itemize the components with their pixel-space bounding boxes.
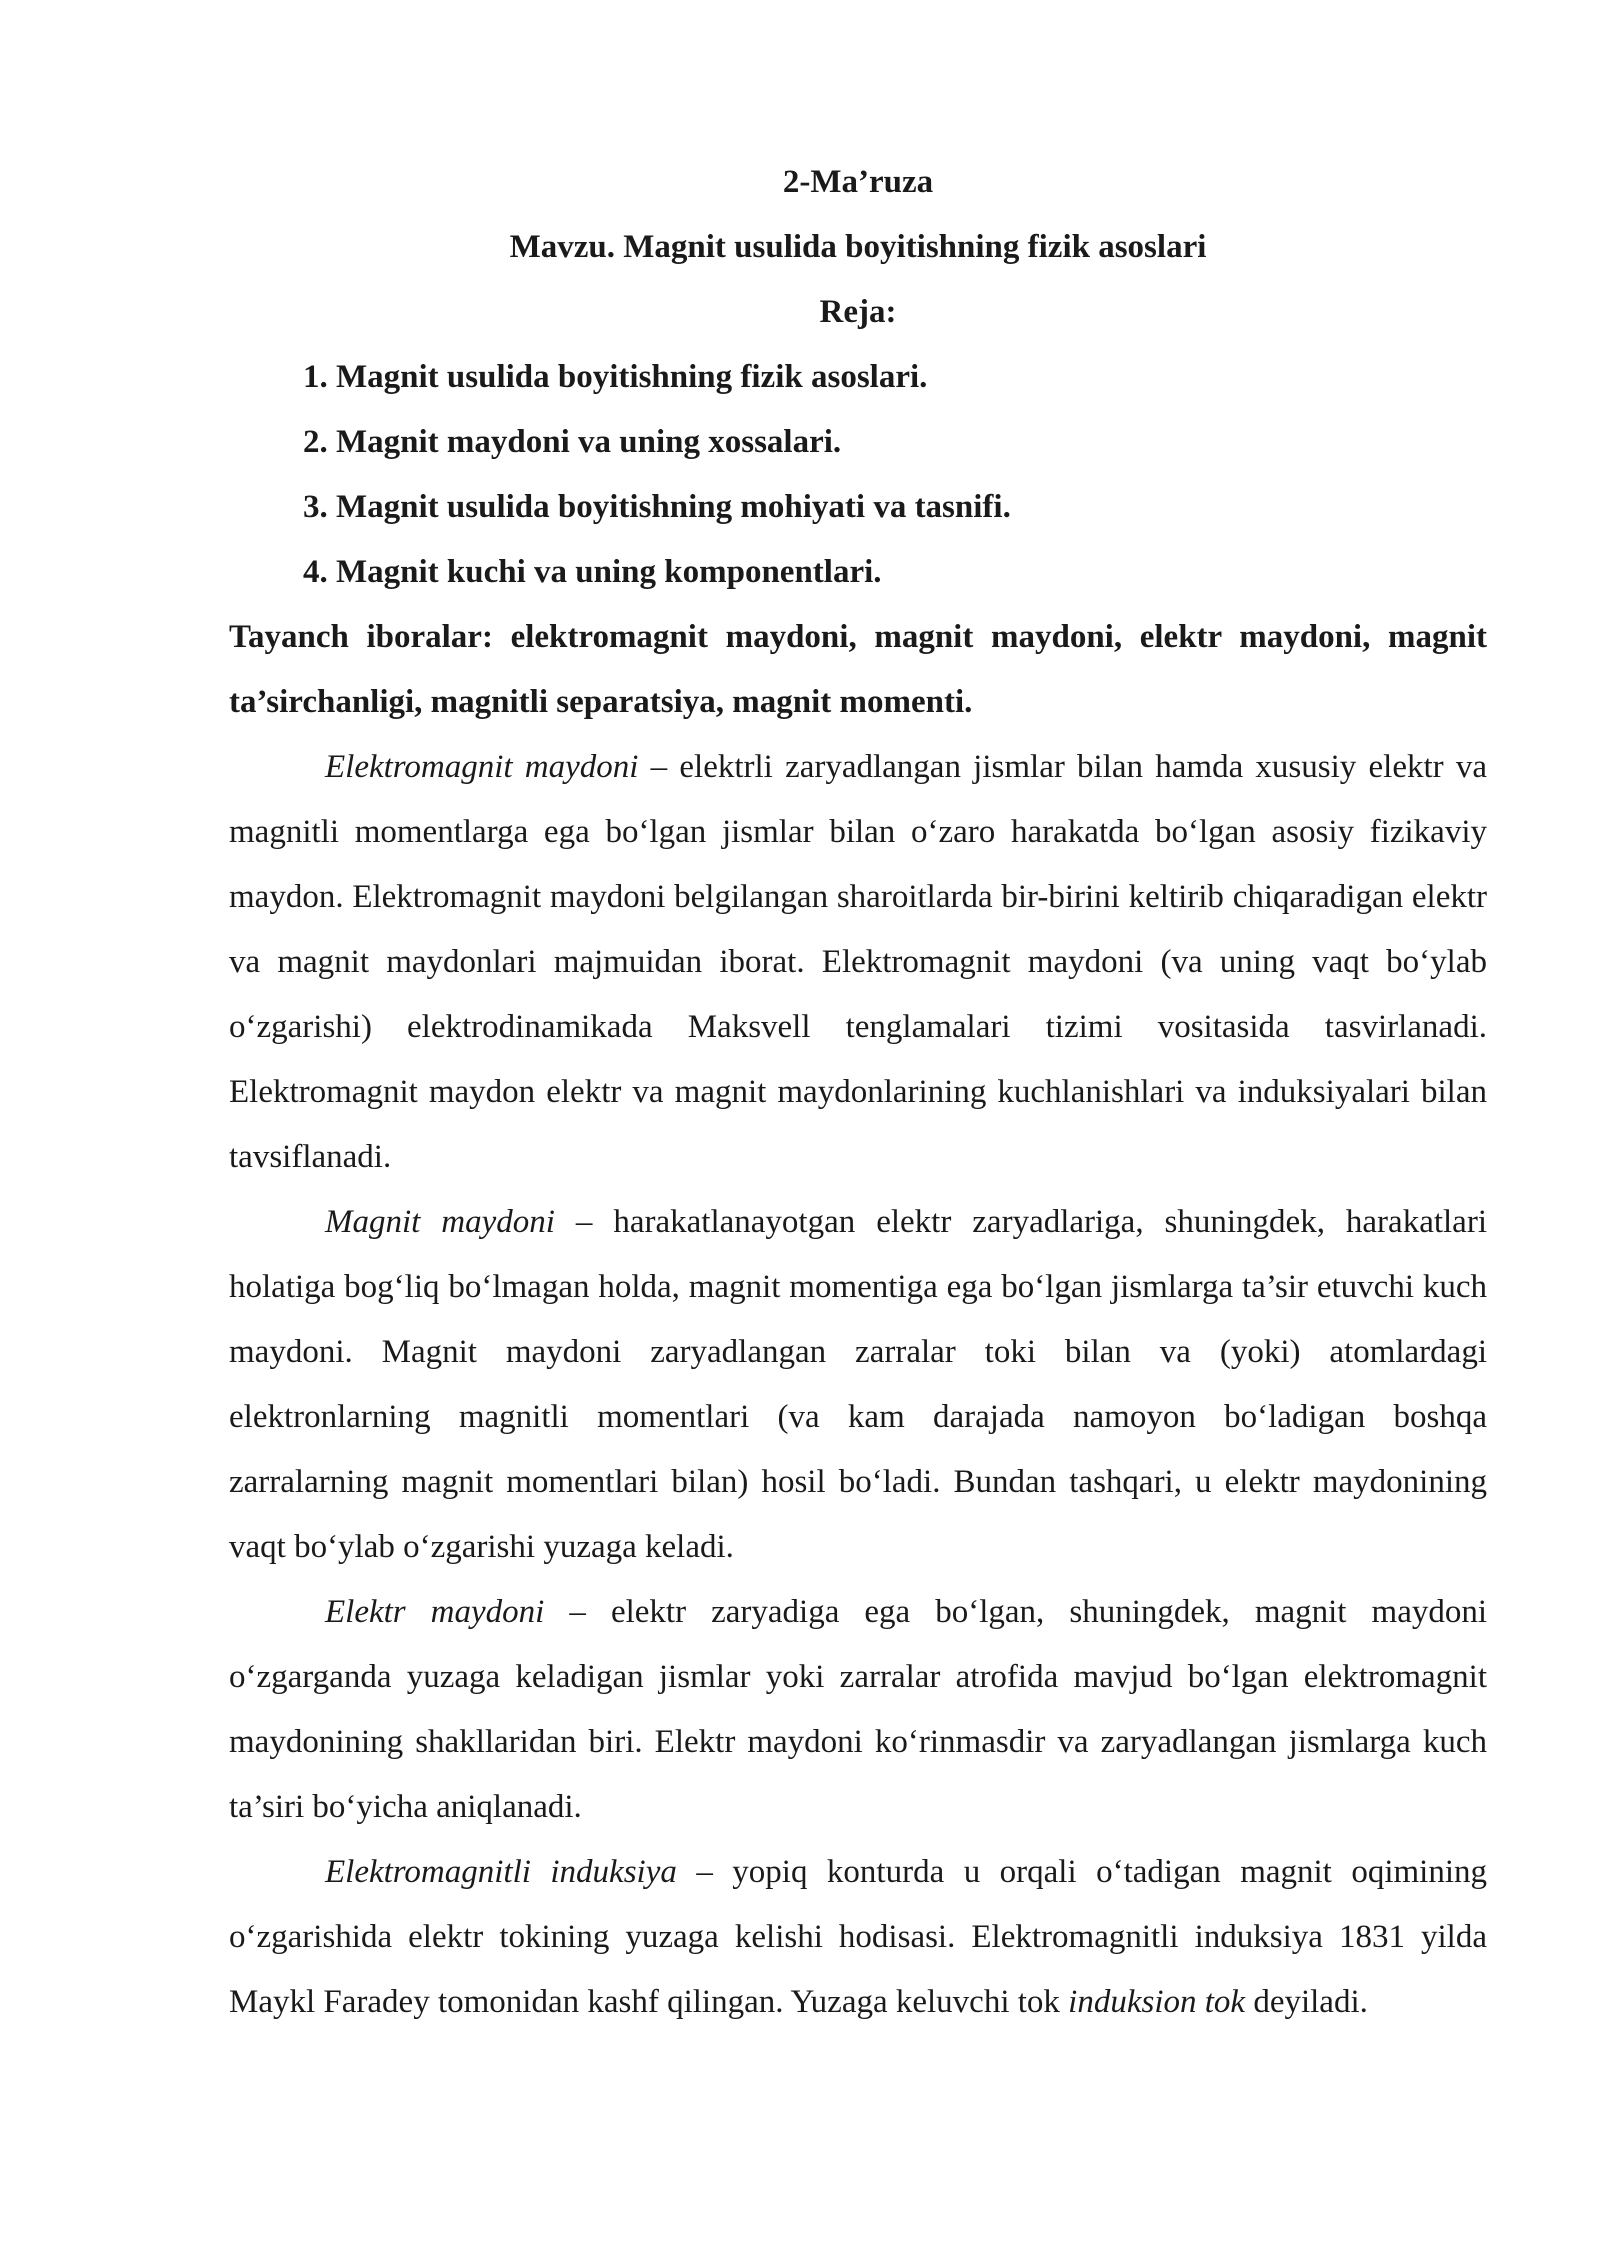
paragraph-electromagnetic-induction [229,1840,1487,2035]
plan-label: Reja: [819,294,897,330]
term-induction-current: induksion tok [1068,1984,1246,2020]
paragraph-text: – yopiq konturda u orqali o‘tadigan magnit oqimining o‘zgarishida elektr tokining yuzaga kelishi hodisasi. Elektromagnitli induksiya 1831 yilda Maykl Faradey tomonidan kashf qilingan. Yuzaga keluvchi tok [229,1854,1487,2020]
plan-list [229,345,1487,605]
paragraph-end: deyiladi. [1245,1984,1368,2020]
plan-item: 4. Magnit kuchi va uning komponentlari. [303,554,882,590]
paragraph-text: – harakatlanayotgan elektr zaryadlariga, shuningdek, harakatlari holatiga bog‘liq bo‘lmagan holda, magnit momentiga ega bo‘lgan jismlarga ta’sir etuvchi kuch maydoni. Magnit maydoni zaryadlangan zarralar toki bilan va (yoki) atomlardagi elektronlarning magnitli momentlari (va kam darajada namoyon bo‘ladigan boshqa zarralarning magnit momentlari bilan) hosil bo‘ladi. Bundan tashqari, u elektr maydonining vaqt bo‘ylab o‘zgarishi yuzaga keladi. [229,1204,1487,1565]
plan-item: 3. Magnit usulida boyitishning mohiyati va tasnifi. [303,489,1011,525]
paragraph-text: – elektr zaryadiga ega bo‘lgan, shuningdek, magnit maydoni o‘zgarganda yuzaga keladigan jismlar yoki zarralar atrofida mavjud bo‘lgan elektromagnit maydonining shakllaridan biri. Elektr maydoni ko‘rinmasdir va zaryadlangan jismlarga kuch ta’siri bo‘yicha aniqlanadi. [229,1594,1488,1825]
key-terms: Tayanch iboralar: elektromagnit maydoni, magnit maydoni, elektr maydoni, magnit ta’sirchanligi, magnitli separatsiya, magnit momenti. [229,619,1487,720]
paragraph-text: – elektrli zaryadlangan jismlar bilan hamda xususiy elektr va magnitli momentlarga ega bo‘lgan jismlar bilan o‘zaro harakatda bo‘lgan asosiy fizikaviy maydon. Elektromagnit maydoni belgilangan sharoitlarda bir-birini keltirib chiqaradigan elektr va magnit maydonlari majmuidan iborat. Elektromagnit maydoni (va uning vaqt bo‘ylab o‘zgarishi) elektrodinamikada Maksvell tenglamalari tizimi vositasida tasvirlanadi. Elektromagnit maydon elektr va magnit maydonlarining kuchlanishlari va induksiyalari bilan tavsiflanadi. [229,749,1487,1175]
paragraph-electromagnetic-field [229,735,1487,1190]
plan-item: 2. Magnit maydoni va uning xossalari. [303,424,842,460]
term-electric-field: Elektr maydoni [325,1594,545,1630]
paragraph-electric-field [229,1580,1487,1840]
lecture-number: 2-Ma’ruza [782,164,934,200]
term-electromagnetic-field: Elektromagnit maydoni [325,749,639,785]
term-magnetic-field: Magnit maydoni [325,1204,555,1240]
topic-title: Mavzu. Magnit usulida boyitishning fizik asoslari [509,229,1207,265]
term-electromagnetic-induction: Elektromagnitli induksiya [325,1854,677,1890]
paragraph-magnetic-field [229,1190,1487,1580]
plan-item: 1. Magnit usulida boyitishning fizik asoslari. [303,359,928,395]
document-page [229,150,1487,2035]
